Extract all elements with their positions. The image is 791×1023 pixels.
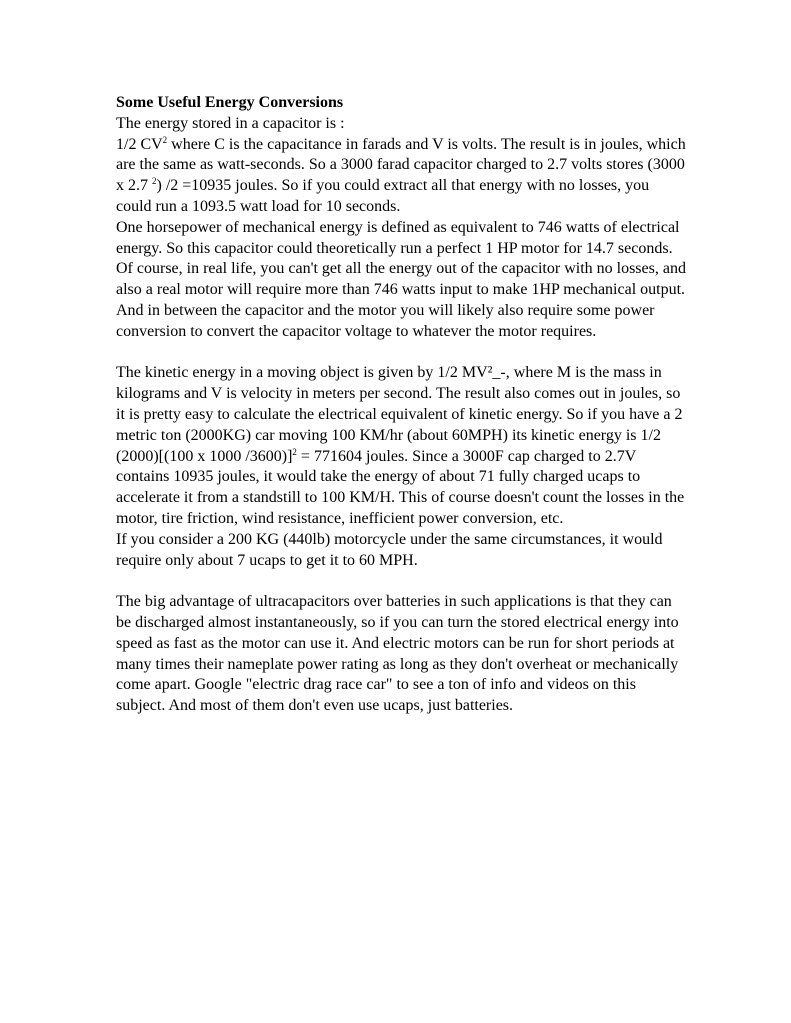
kinetic-paragraph	[116, 363, 686, 529]
capacitor-intro: The energy stored in a capacitor is :	[116, 114, 345, 132]
capacitor-formula-paragraph	[116, 135, 686, 218]
paragraph-gap	[116, 343, 686, 364]
kinetic-superscript: 2	[292, 446, 297, 457]
formula-text-c: ) /2 =10935 joules. So if you could extract all that energy with no losses, you could run a 1093.5 watt load for 10 seconds.	[116, 177, 650, 215]
document-page	[116, 93, 686, 717]
formula-superscript: 2	[162, 134, 168, 145]
advantage-paragraph: The big advantage of ultracapacitors over batteries in such applications is that they can be discharged almost instantaneously, so if you can turn the stored electrical energy into speed as fast as the motor can use it. And electric motors can be run for short periods at many times their nameplate power rating as long as they don't overheat or mechanically come apart. Google "electric drag race car" to see a ton of info and videos on this subject. And most of them don't even use ucaps, just batteries.	[116, 593, 679, 715]
horsepower-paragraph: One horsepower of mechanical energy is defined as equivalent to 746 watts of electrical energy. So this capacitor could theoretically run a perfect 1 HP motor for 14.7 seconds. Of course, in real life, you can't get all the energy out of the capacitor with no losses, and also a real motor will require more than 746 watts input to make 1HP mechanical output.	[116, 218, 686, 299]
formula-text-a: 1/2 CV	[116, 135, 163, 153]
motorcycle-paragraph: If you consider a 200 KG (440lb) motorcycle under the same circumstances, it would require only about 7 ucaps to get it to 60 MPH.	[116, 530, 663, 569]
formula-text-b: where C is the capacitance in farads and V is volts. The result is in joules, which are the same as watt-seconds. So a 3000 farad capacitor charged to 2.7 volts stores (3000 x 2.7	[116, 135, 686, 195]
document-title: Some Useful Energy Conversions	[116, 94, 344, 111]
paragraph-gap	[116, 571, 686, 592]
conversion-paragraph: And in between the capacitor and the motor you will likely also require some power conversion to convert the capacitor voltage to whatever the motor requires.	[116, 301, 655, 340]
calc-superscript: 2	[152, 176, 157, 187]
kinetic-text-a: The kinetic energy in a moving object is given by 1/2 MV²_-, where M is the mass in kilograms and V is velocity in meters per second. The result also comes out in joules, so it is pretty easy to calculate the electrical equivalent of kinetic energy. So if you have a 2 metric ton (2000KG) car moving 100 KM/hr (about 60MPH) its kinetic energy is 1/2 (2000)[(100 x 1000 /3600)]	[116, 364, 683, 465]
kinetic-text-b: = 771604 joules. Since a 3000F cap charged to 2.7V contains 10935 joules, it would take the energy of about 71 fully charged ucaps to accelerate it from a standstill to 100 KM/H. This of course doesn't count the losses in the motor, tire friction, wind resistance, inefficient power conversion, etc.	[116, 447, 685, 527]
